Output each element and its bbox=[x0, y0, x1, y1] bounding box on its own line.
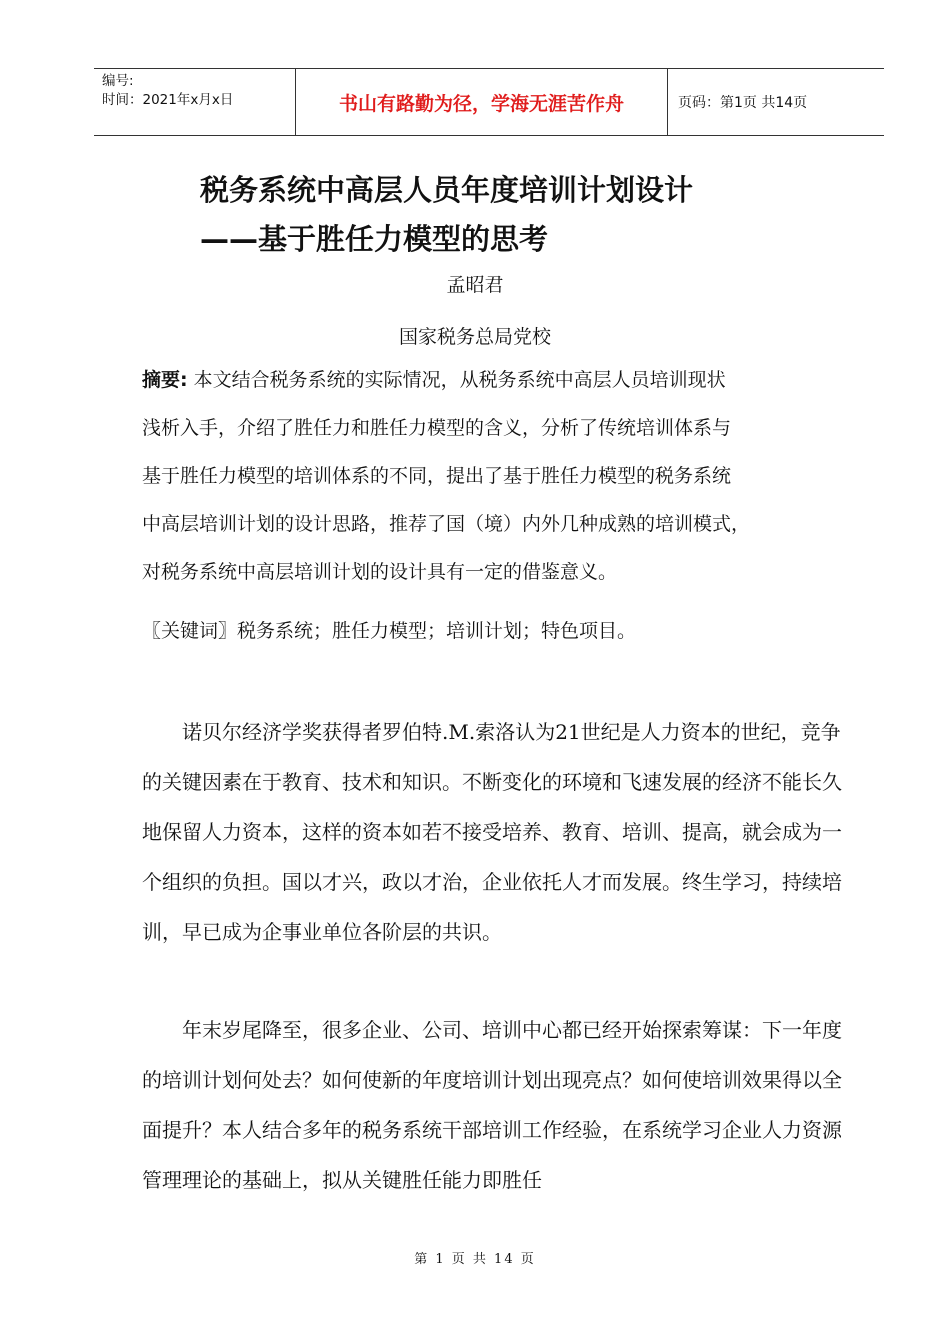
number-label: 编号: bbox=[102, 73, 134, 89]
abstract-label: 摘要: bbox=[142, 369, 188, 391]
keywords: 〖关键词〗税务系统；胜任力模型；培训计划；特色项目。 bbox=[142, 620, 637, 642]
time-label: 时间：2021年x月x日 bbox=[102, 92, 234, 108]
header-meta bbox=[94, 69, 295, 135]
header-motto-cell bbox=[295, 69, 668, 135]
header-page-info: 页码：第1页 共14页 bbox=[678, 95, 808, 111]
doc-title: 税务系统中高层人员年度培训计划设计 bbox=[200, 173, 694, 207]
header-motto: 书山有路勤为径，学海无涯苦作舟 bbox=[338, 92, 624, 115]
abstract-line: 基于胜任力模型的培训体系的不同，提出了基于胜任力模型的税务系统 bbox=[142, 465, 732, 487]
abstract-line: 对税务系统中高层培训计划的设计具有一定的借鉴意义。 bbox=[142, 561, 618, 583]
doc-subtitle: ——基于胜任力模型的思考 bbox=[200, 222, 549, 256]
organization: 国家税务总局党校 bbox=[398, 326, 551, 348]
abstract-line: 中高层培训计划的设计思路，推荐了国（境）内外几种成熟的培训模式， bbox=[142, 513, 751, 535]
body-paragraph-1: 诺贝尔经济学奖获得者罗伯特.M.索洛认为21世纪是人力资本的世纪，竞争的关键因素在于教育、技术和知识。不断变化的环境和飞速发展的经济不能长久地保留人力资本，这样的资本如若不接受培养、教育、培训、提高，就会成为一个组织的负担。国以才兴，政以才治，企业依托人才而发展。终生学习，持续培训，早已成为企事业单位各阶层的共识。 bbox=[142, 720, 842, 944]
page-header bbox=[94, 68, 884, 136]
abstract-line: 浅析入手，介绍了胜任力和胜任力模型的含义，分析了传统培训体系与 bbox=[142, 417, 732, 439]
body-paragraph-2: 年末岁尾降至，很多企业、公司、培训中心都已经开始探索筹谋：下一年度的培训计划何处去？如何使新的年度培训计划出现亮点？如何使培训效果得以全面提升？本人结合多年的税务系统干部培训工作经验，在系统学习企业人力资源管理理论的基础上，拟从关键胜任能力即胜任 bbox=[142, 1018, 842, 1192]
abstract-line: 摘要: 本文结合税务系统的实际情况，从税务系统中高层人员培训现状 bbox=[142, 369, 726, 391]
abstract bbox=[142, 356, 842, 596]
author: 孟昭君 bbox=[446, 274, 504, 296]
page-footer: 第 1 页 共 14 页 bbox=[414, 1252, 536, 1267]
